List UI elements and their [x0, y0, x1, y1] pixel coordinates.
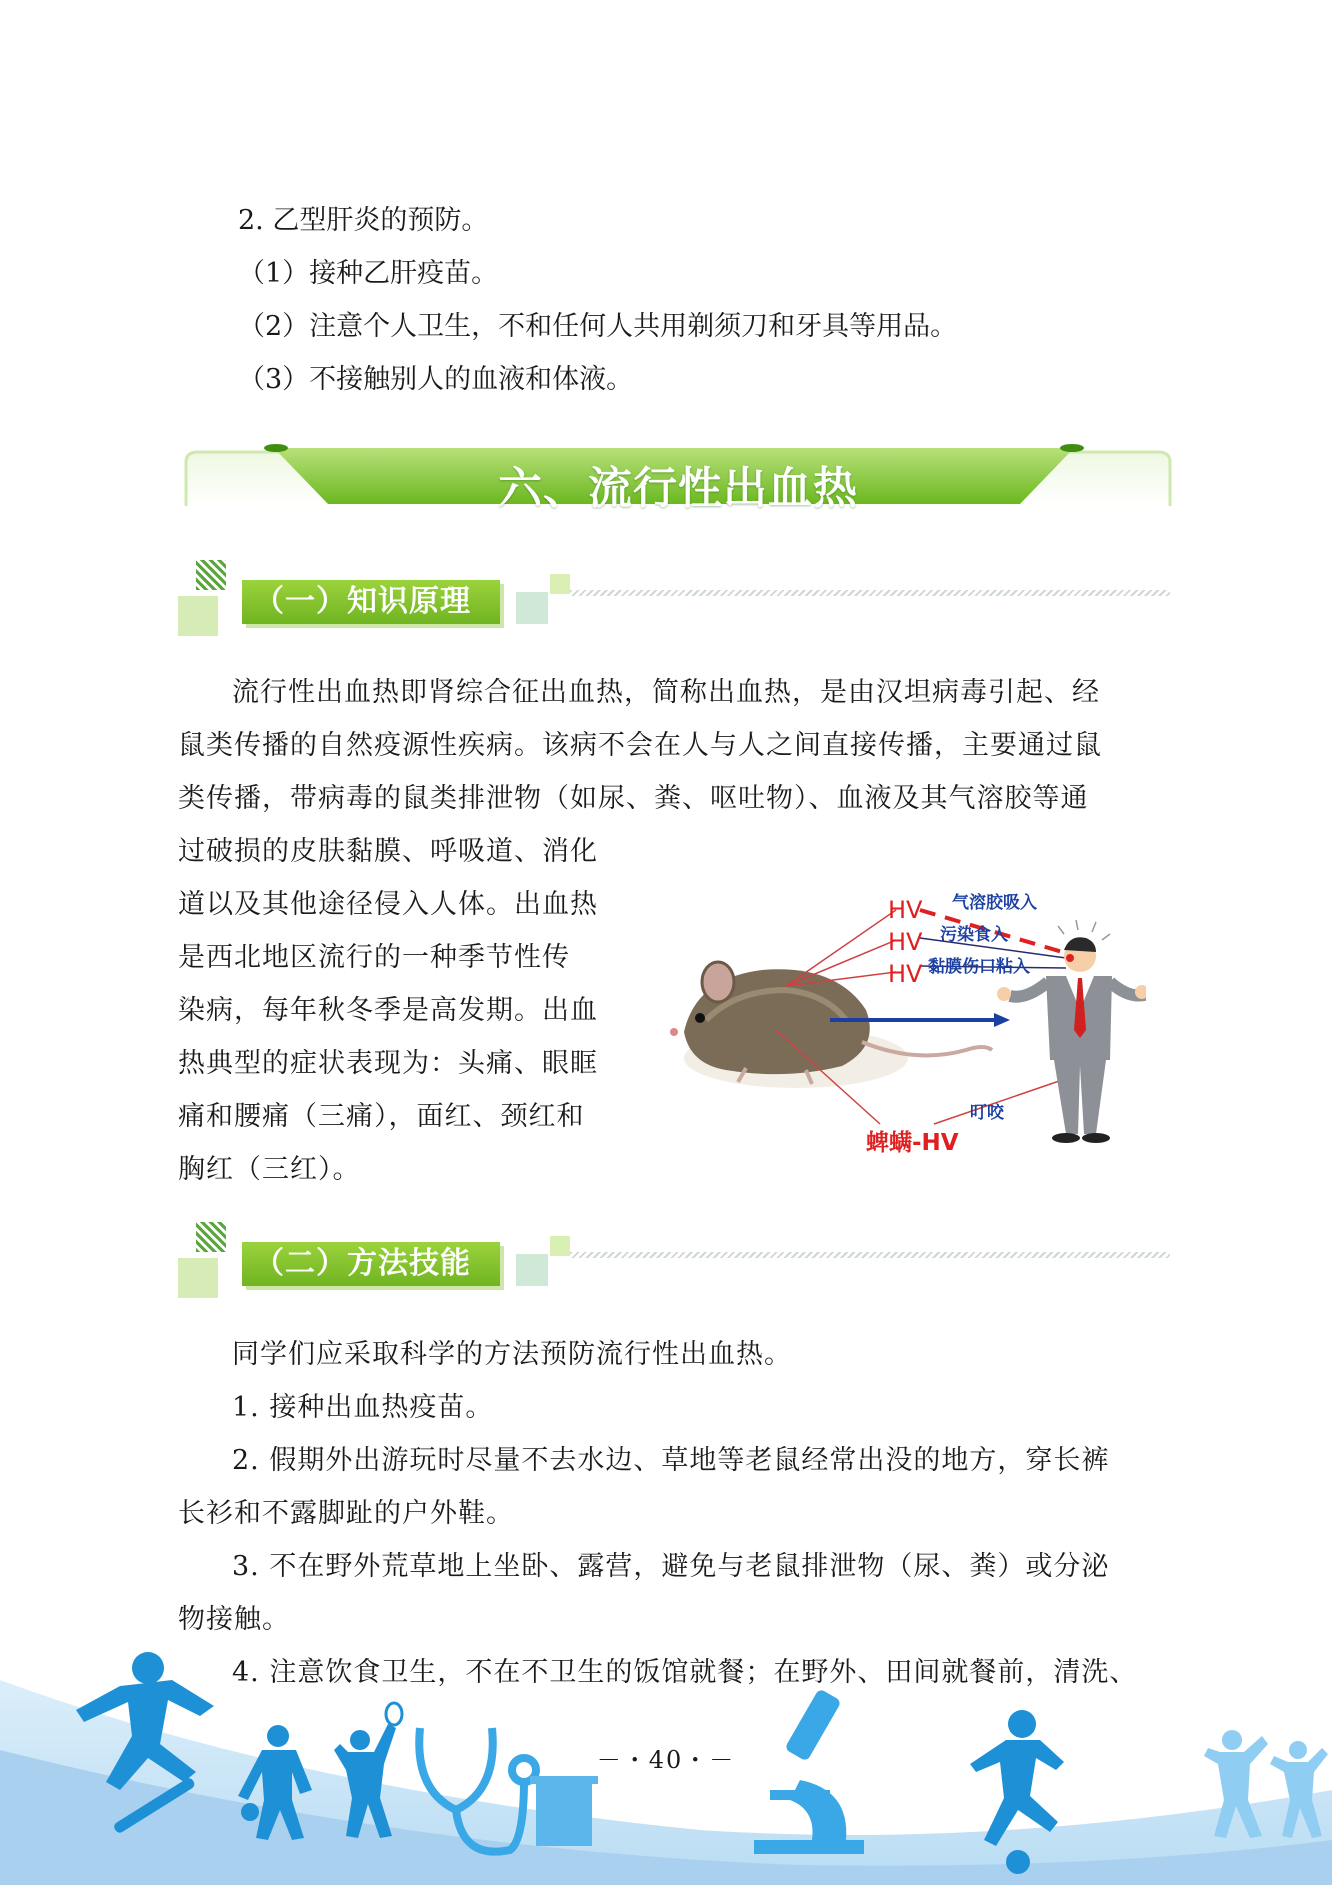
paragraph-line: 长衫和不露脚趾的户外鞋。: [178, 1498, 514, 1529]
paragraph-line: 鼠类传播的自然疫源性疾病。该病不会在人与人之间直接传播，主要通过鼠: [178, 730, 1102, 761]
paragraph-line: 道以及其他途径侵入人体。出血热: [178, 889, 598, 920]
route-label: 气溶胶吸入: [952, 893, 1037, 913]
list-item: （1）接种乙肝疫苗。: [238, 258, 499, 289]
hv-label: HV: [888, 928, 923, 956]
subsection-label-box: [242, 1242, 500, 1286]
square-decoration: [550, 574, 570, 594]
man-illustration: [997, 920, 1146, 1143]
square-decoration: [178, 1258, 218, 1298]
square-decoration: [550, 1236, 570, 1256]
list-item: （2）注意个人卫生，不和任何人共用剃须刀和牙具等用品。: [238, 311, 958, 342]
paragraph-line: 是西北地区流行的一种季节性传: [178, 942, 570, 973]
subsection-heading: [174, 560, 1174, 640]
mite-label: 蜱螨-HV: [866, 1130, 959, 1156]
paragraph-line: 1. 接种出血热疫苗。: [232, 1392, 494, 1423]
bite-label: 叮咬: [970, 1103, 1004, 1123]
list-item: （3）不接触别人的血液和体液。: [238, 364, 634, 395]
paragraph-line: 痛和腰痛（三痛），面红、颈红和: [178, 1101, 585, 1132]
knowledge-paragraph: [178, 666, 1178, 825]
square-decoration: [178, 596, 218, 636]
hv-label: HV: [888, 896, 923, 924]
section-banner: [184, 444, 1172, 514]
subsection-label-box: [242, 580, 500, 624]
square-decoration: [516, 1254, 548, 1286]
paragraph-line: 流行性出血热即肾综合征出血热，简称出血热，是由汉坦病毒引起、经: [232, 677, 1100, 708]
knowledge-paragraph-wrap: [178, 825, 638, 1196]
hatched-rule: [570, 1252, 1170, 1258]
paragraph-line: 类传播，带病毒的鼠类排泄物（如尿、粪、呕吐物）、血液及其气溶胶等通: [178, 783, 1089, 814]
hatch-decoration: [196, 1222, 226, 1252]
subsection-label: （二）方法技能: [254, 1246, 471, 1281]
paragraph-line: 染病，每年秋冬季是高发期。出血: [178, 995, 598, 1026]
paragraph-line: 胸红（三红）。: [178, 1154, 361, 1185]
hatched-rule: [570, 590, 1170, 596]
transmission-figure: [666, 860, 1146, 1160]
square-decoration: [516, 592, 548, 624]
list-heading: 2. 乙型肝炎的预防。: [238, 205, 489, 236]
subsection-label: （一）知识原理: [254, 584, 471, 619]
paragraph-line: 过破损的皮肤黏膜、呼吸道、消化: [178, 836, 598, 867]
paragraph-line: 2. 假期外出游玩时尽量不去水边、草地等老鼠经常出没的地方，穿长裤: [232, 1445, 1110, 1476]
beaker-icon: [530, 1776, 598, 1846]
subsection-heading: [174, 1222, 1174, 1302]
paragraph-line: 4. 注意饮食卫生，不在不卫生的饭馆就餐；在野外、田间就餐前，清洗、: [232, 1657, 1138, 1688]
route-label: 污染食入: [940, 925, 1008, 945]
paragraph-line: 3. 不在野外荒草地上坐卧、露营，避免与老鼠排泄物（尿、粪）或分泌: [232, 1551, 1110, 1582]
paragraph-line: 热典型的症状表现为：头痛、眼眶: [178, 1048, 598, 1079]
route-label: 黏膜伤口粘入: [928, 957, 1030, 977]
hatch-decoration: [196, 560, 226, 590]
paragraph-line: 同学们应采取科学的方法预防流行性出血热。: [232, 1339, 792, 1370]
hv-label: HV: [888, 960, 923, 988]
paragraph-line: 物接触。: [178, 1604, 290, 1635]
page-number: －・40・－: [596, 1746, 736, 1774]
section-title: 六、流行性出血热: [498, 463, 858, 514]
